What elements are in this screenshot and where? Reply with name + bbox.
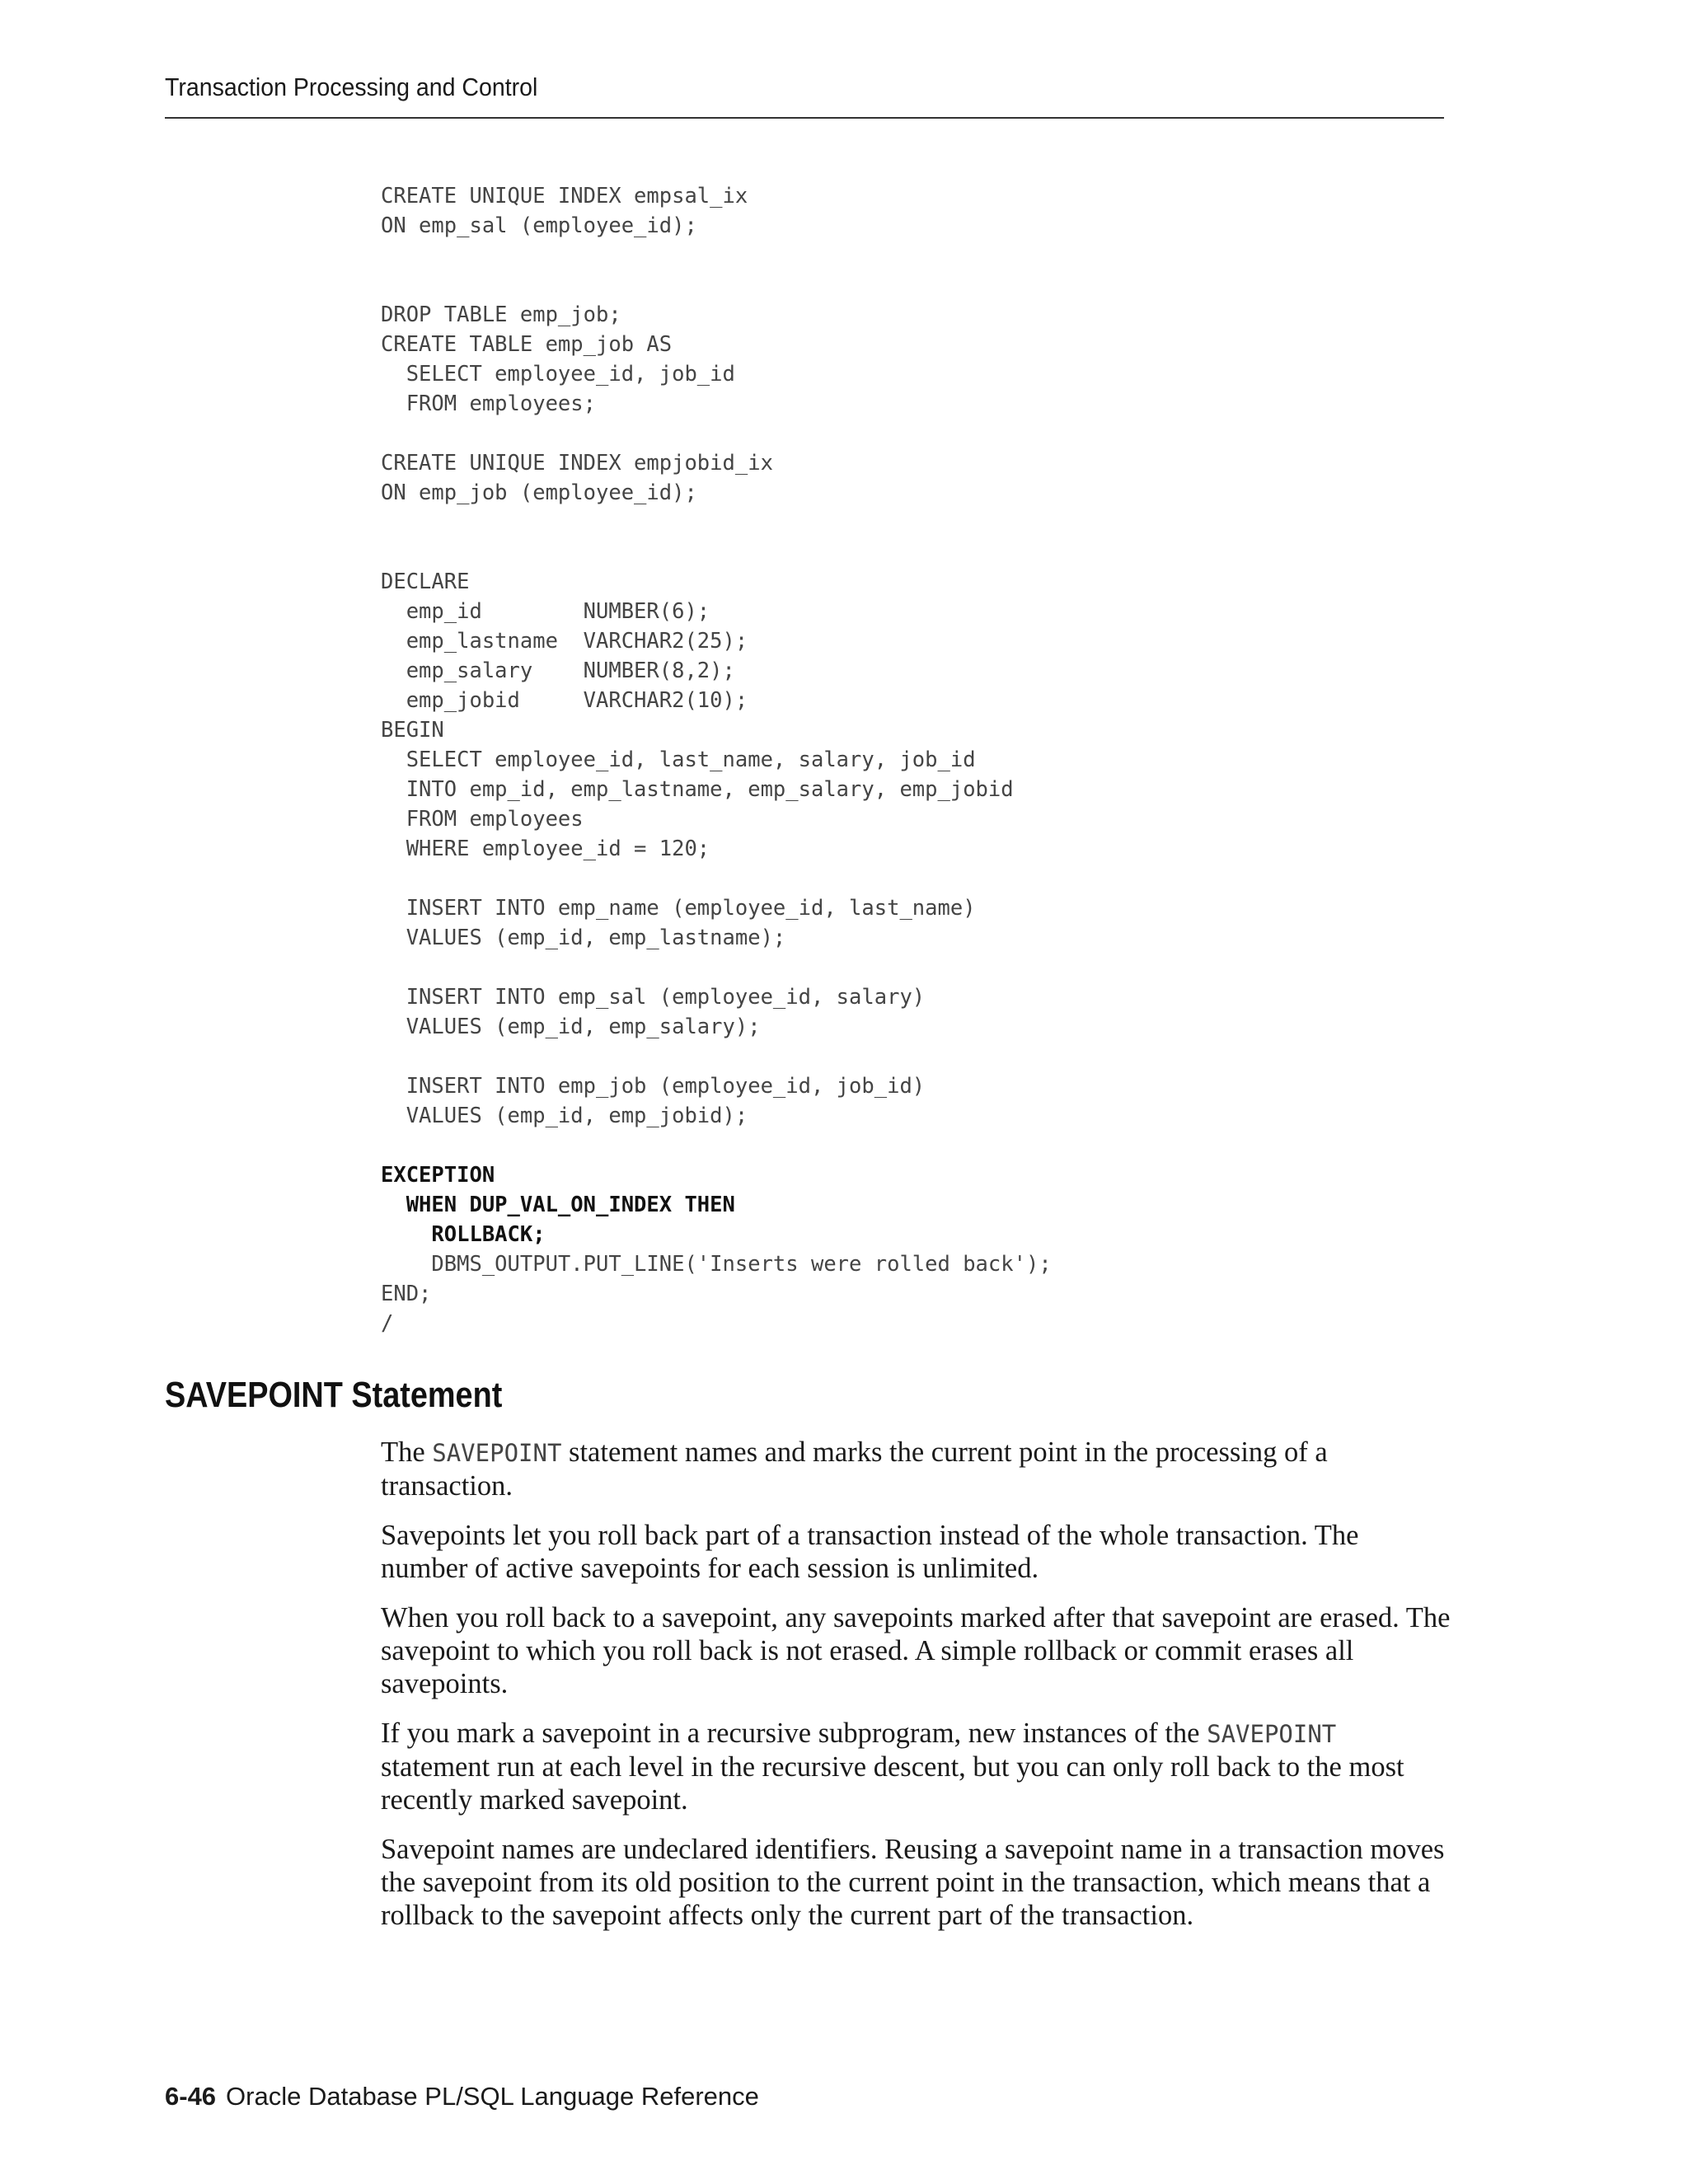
paragraph-partial-rollback: Savepoints let you roll back part of a transaction instead of the whole transaction. The number of active savepoints for each session is unlimited.	[381, 1520, 1359, 1584]
code-line	[381, 270, 1052, 300]
code-line: END;	[381, 1282, 432, 1306]
code-line: BEGIN	[381, 718, 444, 743]
code-line	[381, 1042, 1052, 1071]
inline-code: SAVEPOINT	[1207, 1720, 1337, 1748]
code-line	[381, 537, 1052, 567]
code-line: WHEN DUP_VAL_ON_INDEX THEN	[381, 1193, 735, 1217]
code-line: DROP TABLE emp_job;	[381, 302, 621, 327]
paragraph-text: statement names and marks the current point in the processing of a transaction.	[381, 1436, 1328, 1502]
code-line: emp_lastname VARCHAR2(25);	[381, 629, 748, 654]
code-line: ON emp_job (employee_id);	[381, 480, 697, 505]
page-footer	[165, 2082, 759, 2111]
code-line: DECLARE	[381, 569, 470, 594]
section-body	[381, 1436, 1452, 1948]
code-line	[381, 953, 1052, 982]
code-line	[381, 241, 1052, 270]
code-line: SELECT employee_id, job_id	[381, 362, 735, 387]
paragraph-savepoint-intro	[381, 1436, 1452, 1502]
header-rule	[165, 117, 1444, 119]
paragraph-text: If you mark a savepoint in a recursive subprogram, new instances of the	[381, 1718, 1207, 1749]
code-line	[381, 419, 1052, 448]
code-line: ROLLBACK;	[381, 1222, 546, 1247]
code-line: INSERT INTO emp_job (employee_id, job_id)	[381, 1074, 926, 1099]
page-number: 6-46	[165, 2082, 217, 2111]
paragraph-text: The	[381, 1436, 433, 1468]
code-line: INSERT INTO emp_name (employee_id, last_name)	[381, 896, 976, 921]
paragraph-text: statement run at each level in the recursive descent, but you can only roll back to the most recently marked savepoint.	[381, 1751, 1404, 1816]
paragraph-recursive-subprogram	[381, 1717, 1452, 1816]
code-line: emp_jobid VARCHAR2(10);	[381, 688, 748, 713]
book-title: Oracle Database PL/SQL Language Reference	[226, 2082, 759, 2111]
code-line: ON emp_sal (employee_id);	[381, 213, 697, 238]
code-line: VALUES (emp_id, emp_lastname);	[381, 926, 786, 950]
code-line	[381, 864, 1052, 893]
paragraph-undeclared-identifiers: Savepoint names are undeclared identifiers. Reusing a savepoint name in a transaction moves the savepoint from its old position to the current point in the transaction, which means that a rollback to the savepoint affects only the current part of the transaction.	[381, 1834, 1445, 1931]
code-example	[381, 181, 1052, 1338]
code-line: CREATE TABLE emp_job AS	[381, 332, 673, 357]
code-line	[381, 1131, 1052, 1160]
code-line: INTO emp_id, emp_lastname, emp_salary, emp_jobid	[381, 777, 1014, 802]
code-line	[381, 508, 1052, 537]
code-line: DBMS_OUTPUT.PUT_LINE('Inserts were rolled back');	[381, 1252, 1052, 1277]
code-line: VALUES (emp_id, emp_jobid);	[381, 1104, 748, 1128]
code-line: VALUES (emp_id, emp_salary);	[381, 1015, 761, 1039]
section-title: SAVEPOINT Statement	[165, 1375, 503, 1415]
code-line: FROM employees	[381, 807, 584, 832]
paragraph-erased-savepoints: When you roll back to a savepoint, any savepoints marked after that savepoint are erased. The savepoint to which you roll back is not erased. A simple rollback or commit erases all savepoints.	[381, 1602, 1451, 1699]
code-line: CREATE UNIQUE INDEX empsal_ix	[381, 184, 748, 209]
code-line: SELECT employee_id, last_name, salary, job_id	[381, 748, 976, 772]
inline-code: SAVEPOINT	[432, 1439, 562, 1467]
code-line: FROM employees;	[381, 391, 596, 416]
code-line: WHERE employee_id = 120;	[381, 837, 710, 861]
code-line: emp_id NUMBER(6);	[381, 599, 710, 624]
running-header: Transaction Processing and Control	[165, 73, 538, 101]
code-line: emp_salary NUMBER(8,2);	[381, 658, 735, 683]
code-line: CREATE UNIQUE INDEX empjobid_ix	[381, 451, 773, 476]
code-line: EXCEPTION	[381, 1163, 495, 1188]
code-line: /	[381, 1311, 394, 1336]
code-line: INSERT INTO emp_sal (employee_id, salary)	[381, 985, 926, 1010]
